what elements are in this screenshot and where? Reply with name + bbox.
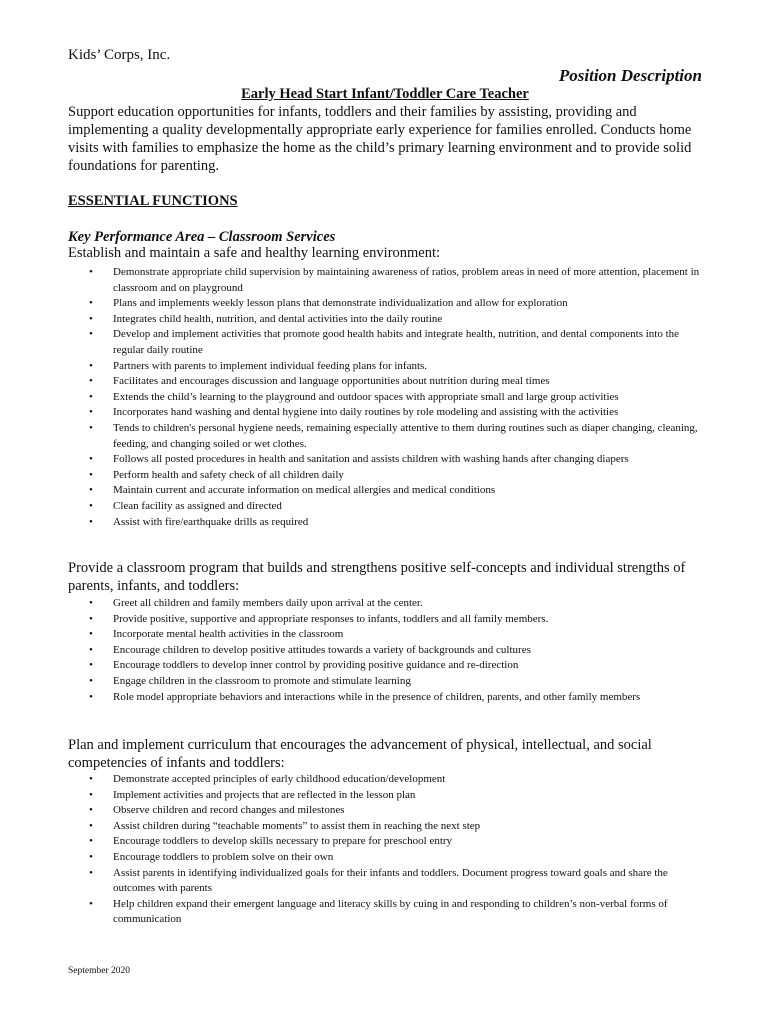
footer-date: September 2020 (68, 966, 131, 976)
bullet-list-classroom-program (113, 596, 705, 705)
list-item: • Develop and implement activities that promote good health habits and integrate health, nutrition, and dental components into the regular daily routine (113, 327, 705, 358)
key-performance-area-heading: Key Performance Area – Classroom Services (68, 229, 336, 245)
job-summary: Support education opportunities for infants, toddlers and their families by assisting, providing and implementing a quality developmentally appropriate early experience for families enrolled. Conducts home visits with families to emphasize the home as the child’s primary learning environment and to provide solid foundations for parenting. (68, 104, 692, 174)
section-heading-classroom-program: Provide a classroom program that builds and strengthens positive self-concepts and individual strengths of parents, infants, and toddlers: (68, 560, 686, 594)
list-item: • Observe children and record changes and milestones (113, 803, 705, 819)
list-item: • Incorporate mental health activities in the classroom (113, 627, 705, 643)
list-item: • Assist with fire/earthquake drills as required (113, 515, 705, 531)
list-item: • Assist children during “teachable moments” to assist them in reaching the next step (113, 819, 705, 835)
list-item: • Provide positive, supportive and appropriate responses to infants, toddlers and all family members. (113, 612, 705, 628)
list-item: • Role model appropriate behaviors and interactions while in the presence of children, parents, and other family members (113, 690, 705, 706)
list-item: • Greet all children and family members daily upon arrival at the center. (113, 596, 705, 612)
list-item: • Clean facility as assigned and directed (113, 499, 705, 515)
list-item: • Perform health and safety check of all children daily (113, 468, 705, 484)
list-item: • Integrates child health, nutrition, and dental activities into the daily routine (113, 312, 705, 328)
list-item: • Partners with parents to implement individual feeding plans for infants. (113, 359, 705, 375)
list-item: • Extends the child’s learning to the playground and outdoor spaces with appropriate small and large group activities (113, 390, 705, 406)
list-item: • Implement activities and projects that are reflected in the lesson plan (113, 788, 705, 804)
position-description-label: Position Description (558, 66, 702, 85)
section-heading-safe-environment: Establish and maintain a safe and healthy learning environment: (68, 245, 441, 261)
list-item: • Assist parents in identifying individualized goals for their infants and toddlers. Document progress toward goals and share the outcomes with parents (113, 866, 705, 897)
job-title: Early Head Start Infant/Toddler Care Teacher (241, 86, 529, 102)
list-item: • Plans and implements weekly lesson plans that demonstrate individualization and allow for exploration (113, 296, 705, 312)
bullet-list-safe-environment (113, 265, 705, 530)
company-name: Kids’ Corps, Inc. (68, 47, 171, 63)
essential-functions-heading: ESSENTIAL FUNCTIONS (68, 193, 238, 209)
list-item: • Engage children in the classroom to promote and stimulate learning (113, 674, 705, 690)
list-item: • Demonstrate appropriate child supervision by maintaining awareness of ratios, problem areas in need of more attention, placement in classroom and on playground (113, 265, 705, 296)
list-item: • Encourage toddlers to develop skills necessary to prepare for preschool entry (113, 834, 705, 850)
list-item: • Encourage toddlers to develop inner control by providing positive guidance and re-direction (113, 658, 705, 674)
list-item: • Facilitates and encourages discussion and language opportunities about nutrition during meal times (113, 374, 705, 390)
list-item: • Incorporates hand washing and dental hygiene into daily routines by role modeling and assisting with the activities (113, 405, 705, 421)
list-item: • Encourage toddlers to problem solve on their own (113, 850, 705, 866)
section-heading-curriculum: Plan and implement curriculum that encourages the advancement of physical, intellectual, and social competencies of infants and toddlers: (68, 737, 652, 771)
list-item: • Demonstrate accepted principles of early childhood education/development (113, 772, 705, 788)
list-item: • Follows all posted procedures in health and sanitation and assists children with washing hands after changing diapers (113, 452, 705, 468)
bullet-list-curriculum (113, 772, 705, 928)
list-item: • Maintain current and accurate information on medical allergies and medical conditions (113, 483, 705, 499)
list-item: • Tends to children's personal hygiene needs, remaining especially attentive to them during routines such as diaper changing, cleaning, feeding, and changing soiled or wet clothes. (113, 421, 705, 452)
list-item: • Help children expand their emergent language and literacy skills by cuing in and responding to children’s non-verbal forms of communication (113, 897, 705, 928)
list-item: • Encourage children to develop positive attitudes towards a variety of backgrounds and cultures (113, 643, 705, 659)
